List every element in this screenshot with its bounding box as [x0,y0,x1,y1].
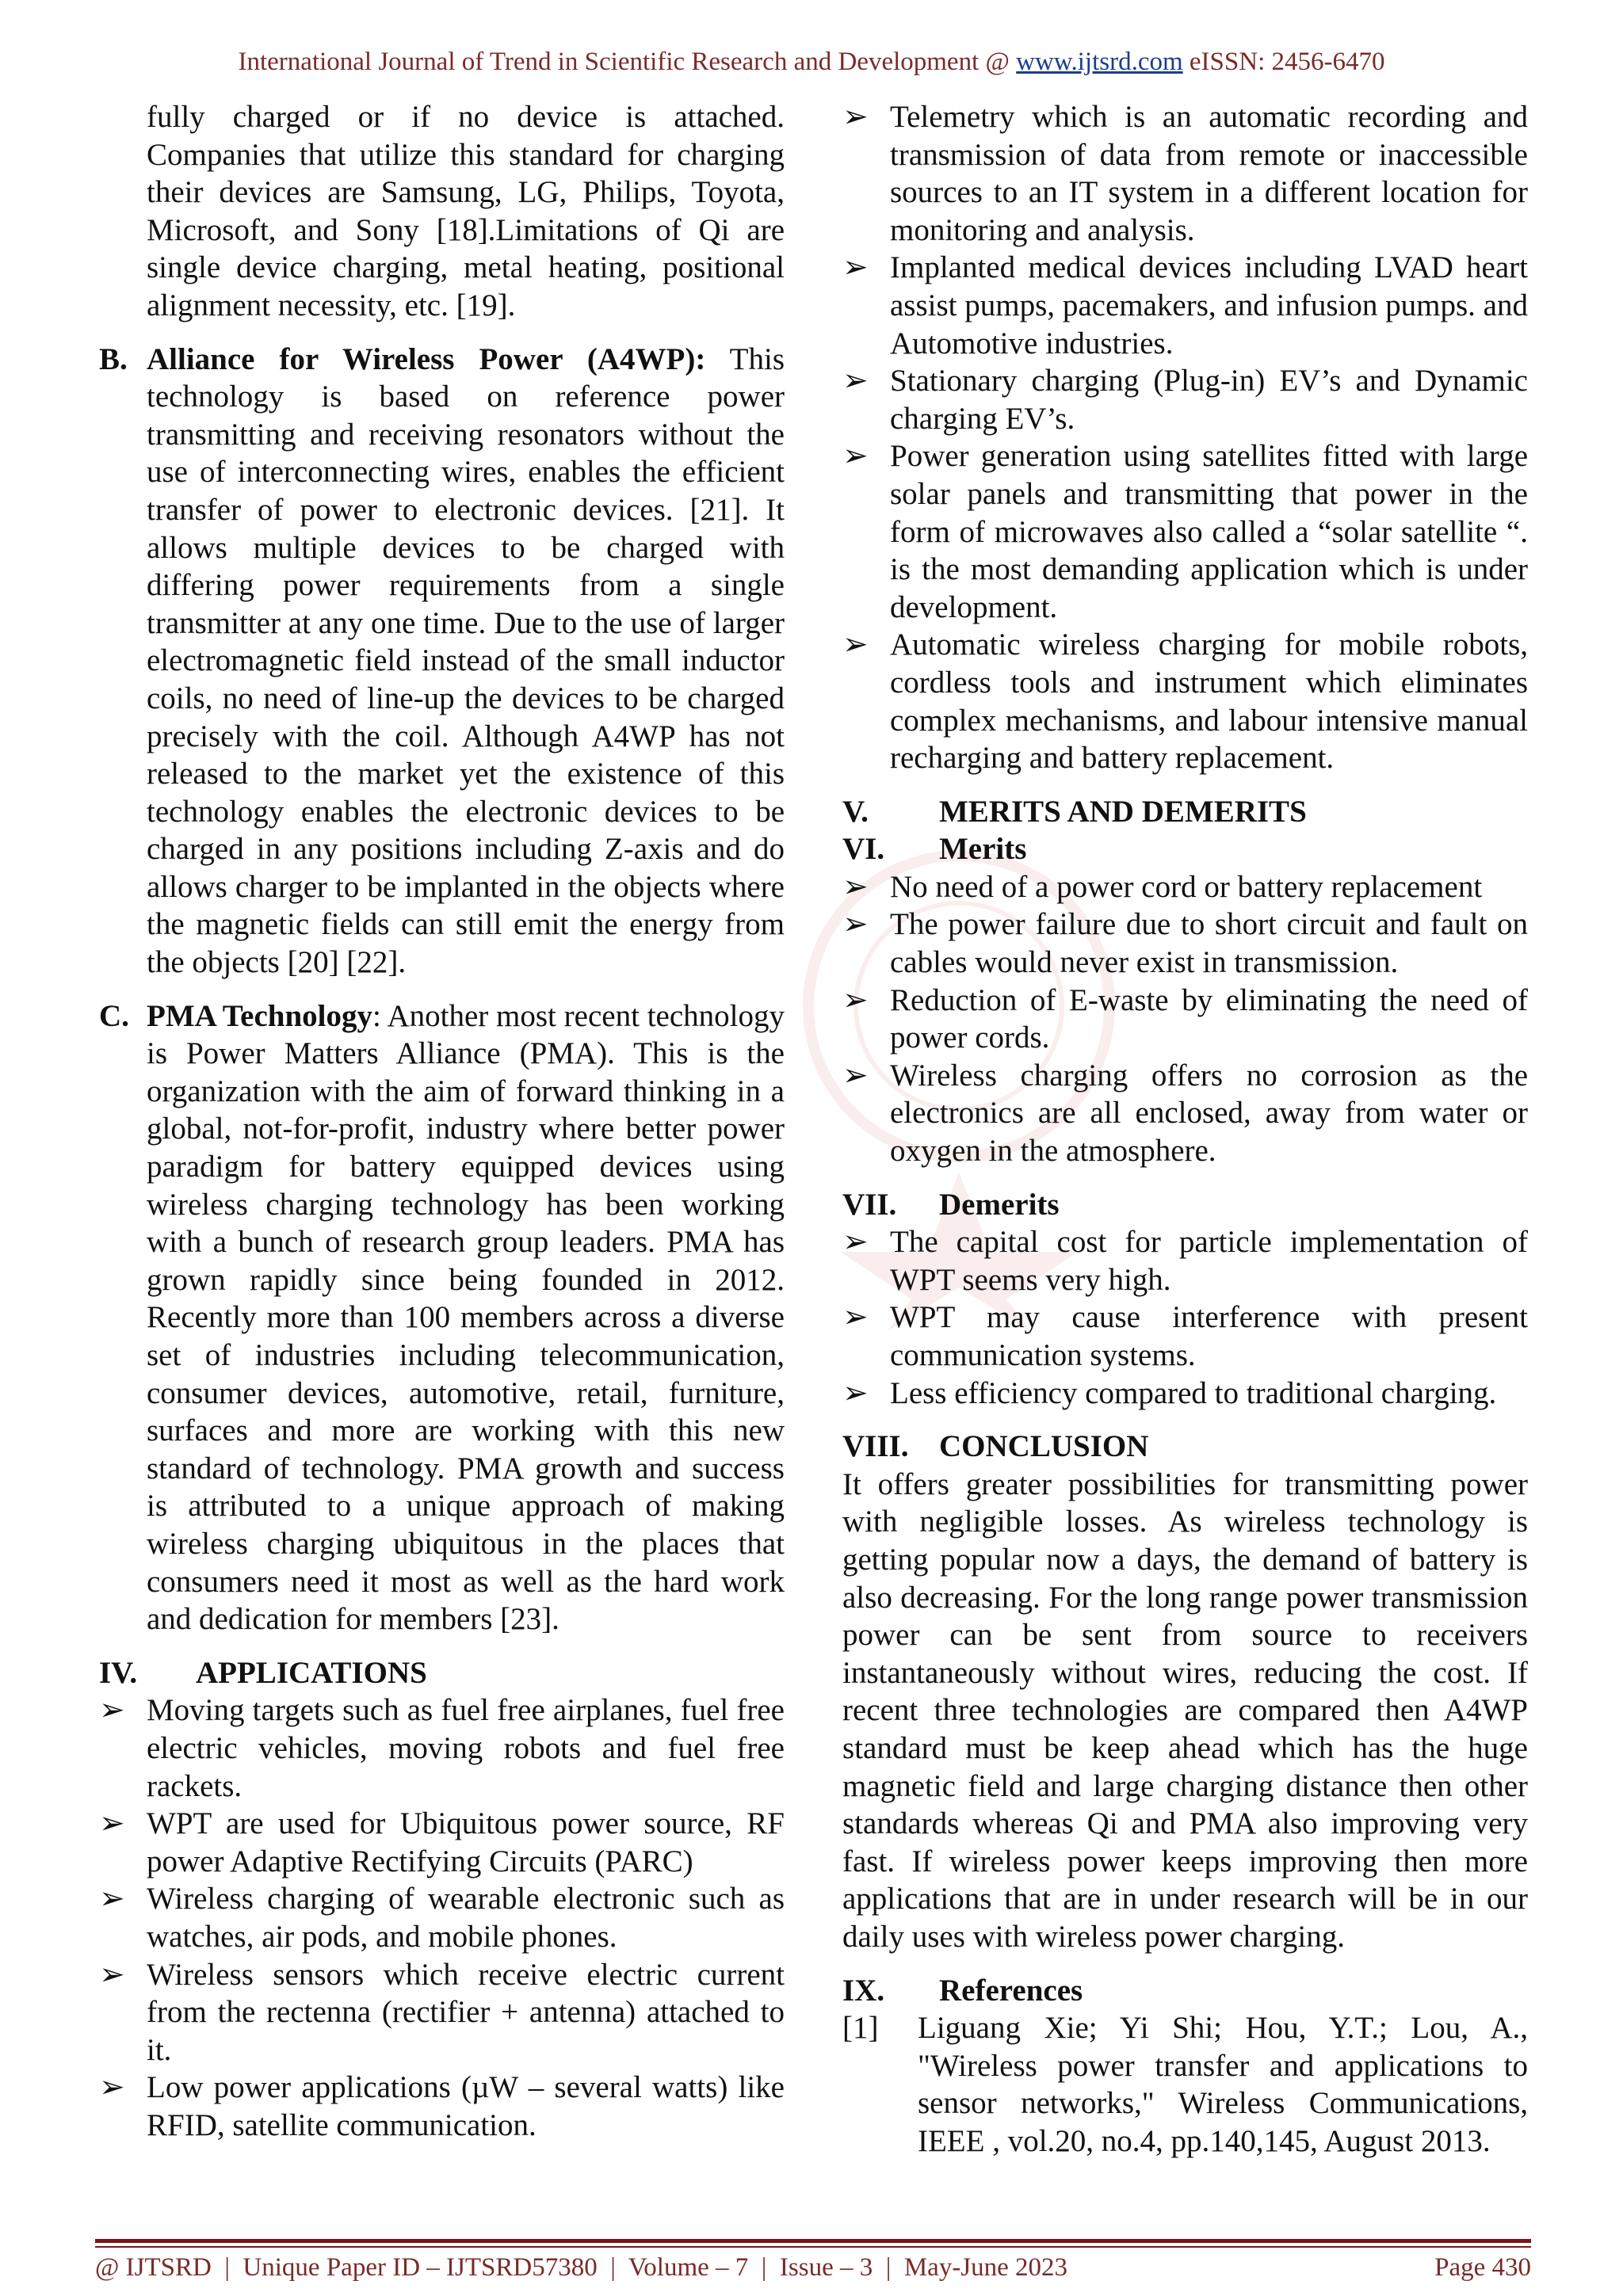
arrow-bullet-icon: ➢ [842,1058,869,1093]
list-item [99,1956,785,2069]
list-item [842,1299,1528,1374]
list-item [842,437,1528,626]
section-number: V. [842,794,869,829]
arrow-bullet-icon: ➢ [842,100,869,134]
list-item [842,1223,1528,1299]
footer-meta: @ IJTSRD | Unique Paper ID – IJTSRD57380 | Volume – 7 | Issue – 3 | May-June 2023 [95,2253,1068,2282]
left-column [99,98,785,2144]
list-item [842,249,1528,362]
arrow-bullet-icon: ➢ [842,250,869,285]
header-suffix: eISSN: 2456-6470 [1182,48,1385,76]
list-item-text: The power failure due to short circuit and fault on cables would never exist in transmission. [890,907,1528,980]
merits-demerits-heading [842,793,1528,831]
section-title: Merits [939,832,1027,867]
references-heading [842,1972,1528,2010]
section-number: VI. [842,832,885,867]
applications-heading [99,1654,785,1692]
section-title: APPLICATIONS [196,1655,427,1690]
list-item-text: Less efficiency compared to traditional charging. [890,1375,1497,1410]
list-item [99,1805,785,1880]
pma-section [99,997,785,1638]
qi-continuation-paragraph: fully charged or if no device is attached. Companies that utilize this standard for charging their devices are Samsung, LG, Philips, Toyota, Microsoft, and Sony [18].Limitations of Qi are single device charging, metal heating, positional alignment necessity, etc. [19]. [147,100,785,322]
list-item [842,98,1528,249]
list-item [842,1375,1528,1413]
section-number: IV. [99,1655,138,1690]
list-item [99,1880,785,1955]
section-title: MERITS AND DEMERITS [939,794,1307,829]
arrow-bullet-icon: ➢ [99,2070,125,2105]
list-item-text: Wireless charging offers no corrosion as the electronics are all enclosed, away from water or oxygen in the atmosphere. [890,1058,1528,1169]
arrow-bullet-icon: ➢ [842,869,869,904]
arrow-bullet-icon: ➢ [842,1225,869,1260]
section-number: VIII. [842,1429,909,1464]
list-item-text: Reduction of E-waste by eliminating the need of power cords. [890,982,1528,1055]
list-item [842,868,1528,906]
section-title: References [939,1973,1083,2008]
arrow-bullet-icon: ➢ [842,439,869,474]
footer-rule [95,2239,1531,2243]
conclusion-paragraph: It offers greater possibilities for transmitting power with negligible losses. As wireless technology is getting popular now a days, the demand of battery is also decreasing. For the long range power transmission power can be sent from source to receivers instantaneously without wires, reducing the cost. If recent three technologies are compared then A4WP standard must be keep ahead which has the huge magnetic field and large charging distance then other standards whereas Qi and PMA also improving very fast. If wireless power keeps improving then more applications that are in under research will be in our daily uses with wireless power charging. [842,1466,1528,1954]
arrow-bullet-icon: ➢ [99,1693,125,1728]
list-item-text: Wireless charging of wearable electronic such as watches, air pods, and mobile phones. [147,1882,785,1954]
a4wp-title: Alliance for Wireless Power (A4WP): [147,341,706,376]
a4wp-text: This technology is based on reference power transmitting and receiving resonators without the use of interconnecting wires, enables the efficient transfer of power to electronic devices. [21]. It allows multiple devices to be charged with differing power requirements from a single transmitter at any one time. Due to the use of larger electromagnetic field instead of the small inductor coils, no need of line-up the devices to be charged precisely with the coil. Although A4WP has not released to the market yet the existence of this technology enables the electronic devices to be charged in any positions including Z-axis and do allows charger to be implanted in the objects where the magnetic fields can still emit the energy from the objects [20] [22]. [147,341,785,980]
list-item [842,626,1528,776]
arrow-bullet-icon: ➢ [842,907,869,942]
list-item [99,1691,785,1805]
reference-item [842,2009,1528,2160]
list-item [842,982,1528,1057]
list-item-text: Wireless sensors which receive electric current from the rectenna (rectifier + antenna) attached to it. [147,1957,785,2067]
list-item-text: Telemetry which is an automatic recording and transmission of data from remote or inaccessible sources to an IT system in a different location for monitoring and analysis. [890,100,1528,247]
merits-heading [842,830,1528,868]
arrow-bullet-icon: ➢ [842,982,869,1017]
a4wp-section [99,341,785,982]
running-header [0,48,1623,77]
list-item-text: Moving targets such as fuel free airplanes, fuel free electric vehicles, moving robots and fuel free rackets. [147,1693,785,1803]
arrow-bullet-icon: ➢ [99,1882,125,1917]
pma-text: : Another most recent technology is Power Matters Alliance (PMA). This is the organization with the aim of forward thinking in a global, not-for-profit, industry where better power paradigm for battery equipped devices using wireless charging technology has been working with a bunch of research group leaders. PMA has grown rapidly since being founded in 2012. Recently more than 100 members across a diverse set of industries including telecommunication, consumer devices, automotive, retail, furniture, surfaces and more are working with this new standard of technology. PMA growth and success is attributed to a unique approach of making wireless charging ubiquitous in the places that consumers need it most as well as the hard work and dedication for members [23]. [147,998,785,1637]
list-item-text: Power generation using satellites fitted with large solar panels and transmitting that power in the form of microwaves also called a “solar satellite “. is the most demanding application which is under development. [890,439,1528,624]
reference-text: Liguang Xie; Yi Shi; Hou, Y.T.; Lou, A., "Wireless power transfer and applications to sensor networks," Wireless Communications, IEEE , vol.20, no.4, pp.140,145, August 2013. [918,2011,1528,2158]
a4wp-label: B. [99,341,128,376]
list-item-text: Automatic wireless charging for mobile robots, cordless tools and instrument which eliminates complex mechanisms, and labour intensive manual recharging and battery replacement. [890,627,1528,776]
list-item-text: WPT may cause interference with present communication systems. [890,1300,1528,1372]
list-item [99,2069,785,2144]
page-number: Page 430 [1434,2253,1531,2282]
list-item-text: Low power applications (µW – several watts) like RFID, satellite communication. [147,2070,785,2142]
demerits-heading [842,1186,1528,1224]
arrow-bullet-icon: ➢ [842,1300,869,1335]
right-column [842,98,1528,2160]
arrow-bullet-icon: ➢ [99,1957,125,1992]
footer-rule-thin [95,2246,1531,2248]
pma-title: PMA Technology [147,998,372,1033]
section-number: IX. [842,1973,885,2008]
list-item-text: The capital cost for particle implementation of WPT seems very high. [890,1225,1528,1297]
conclusion-heading [842,1428,1528,1466]
list-item-text: WPT are used for Ubiquitous power source, RF power Adaptive Rectifying Circuits (PARC) [147,1806,785,1878]
reference-number: [1] [842,2011,879,2046]
section-title: CONCLUSION [939,1429,1149,1464]
list-item [842,1057,1528,1170]
journal-link[interactable]: www.ijtsrd.com [1016,48,1183,76]
list-item-text: Implanted medical devices including LVAD heart assist pumps, pacemakers, and infusion pumps. and Automotive industries. [890,250,1528,360]
arrow-bullet-icon: ➢ [842,627,869,662]
arrow-bullet-icon: ➢ [842,1375,869,1410]
arrow-bullet-icon: ➢ [842,364,869,399]
list-item [842,906,1528,981]
list-item [842,362,1528,437]
arrow-bullet-icon: ➢ [99,1806,125,1841]
list-item-text: No need of a power cord or battery replacement [890,869,1483,904]
header-prefix: International Journal of Trend in Scientific Research and Development @ [238,48,1017,76]
section-title: Demerits [939,1187,1060,1222]
list-item-text: Stationary charging (Plug-in) EV’s and Dynamic charging EV’s. [890,364,1528,436]
pma-label: C. [99,998,129,1033]
section-number: VII. [842,1187,897,1222]
